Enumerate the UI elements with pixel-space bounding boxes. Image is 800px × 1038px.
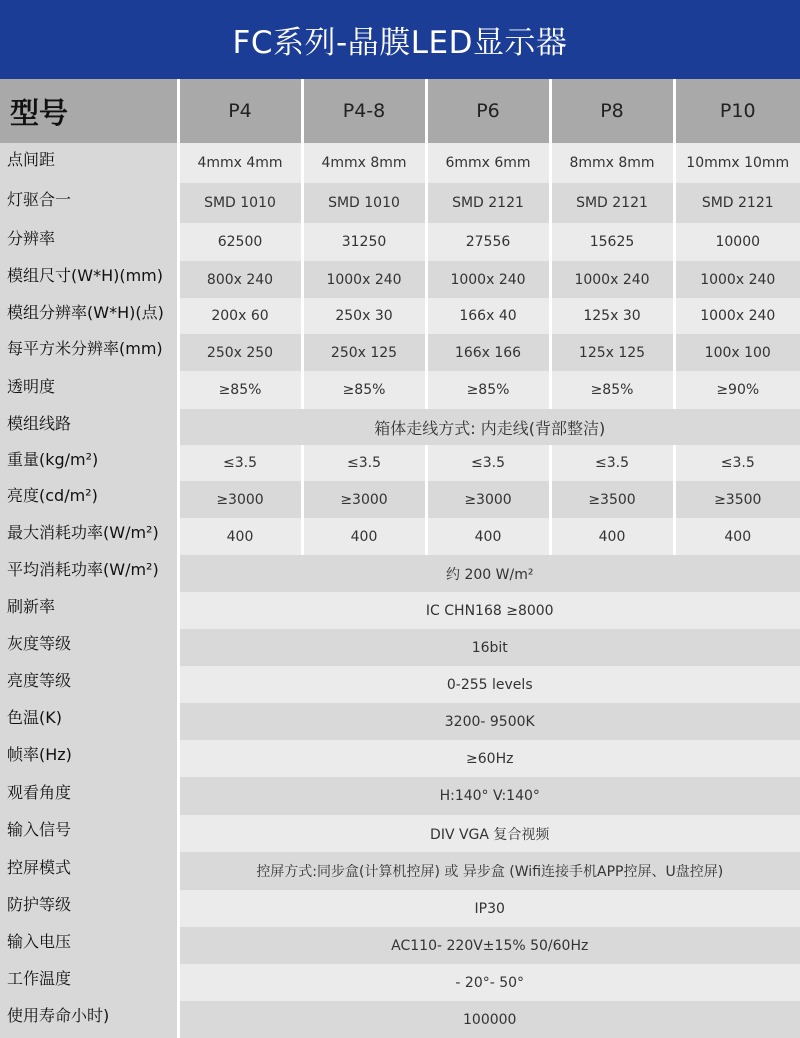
spec-cell: SMD 2121 bbox=[426, 183, 550, 223]
table-row bbox=[0, 223, 800, 261]
model-name: P4 bbox=[178, 79, 302, 143]
table-row bbox=[0, 445, 800, 481]
spec-cell: ≤3.5 bbox=[674, 445, 800, 481]
spec-cell: 15625 bbox=[550, 223, 674, 261]
table-row bbox=[0, 777, 800, 815]
table-row bbox=[0, 927, 800, 964]
spec-cell: ≥85% bbox=[550, 371, 674, 409]
spec-cell: 1000x 240 bbox=[550, 261, 674, 298]
row-label: 控屏模式 bbox=[0, 852, 178, 890]
spec-cell: SMD 1010 bbox=[178, 183, 302, 223]
spec-cell: 200x 60 bbox=[178, 298, 302, 334]
spec-cell-merged: AC110- 220V±15% 50/60Hz bbox=[178, 927, 800, 964]
table-row bbox=[0, 555, 800, 592]
row-label: 灯驱合一 bbox=[0, 183, 178, 223]
spec-cell: 27556 bbox=[426, 223, 550, 261]
table-row bbox=[0, 183, 800, 223]
spec-cell-merged: 约 200 W/m² bbox=[178, 555, 800, 592]
spec-cell: 250x 30 bbox=[302, 298, 426, 334]
spec-cell: ≥85% bbox=[302, 371, 426, 409]
model-name: P4-8 bbox=[302, 79, 426, 143]
row-label: 防护等级 bbox=[0, 890, 178, 927]
row-label: 模组尺寸(W*H)(mm) bbox=[0, 261, 178, 298]
model-name: P6 bbox=[426, 79, 550, 143]
spec-cell: 1000x 240 bbox=[426, 261, 550, 298]
spec-cell: 1000x 240 bbox=[674, 298, 800, 334]
row-label: 亮度等级 bbox=[0, 666, 178, 703]
spec-cell-merged: IC CHN168 ≥8000 bbox=[178, 592, 800, 629]
table-row bbox=[0, 666, 800, 703]
row-label: 模组线路 bbox=[0, 409, 178, 445]
row-label: 亮度(cd/m²) bbox=[0, 481, 178, 518]
spec-table bbox=[0, 79, 800, 1038]
table-row bbox=[0, 703, 800, 740]
spec-cell: 100x 100 bbox=[674, 334, 800, 371]
spec-cell: 166x 40 bbox=[426, 298, 550, 334]
row-label: 帧率(Hz) bbox=[0, 740, 178, 777]
spec-cell: 400 bbox=[426, 518, 550, 555]
spec-cell: 6mmx 6mm bbox=[426, 143, 550, 183]
table-row bbox=[0, 298, 800, 334]
spec-cell: 1000x 240 bbox=[674, 261, 800, 298]
spec-cell: 31250 bbox=[302, 223, 426, 261]
page-title: FC系列-晶膜LED显示器 bbox=[232, 25, 568, 61]
table-row bbox=[0, 518, 800, 555]
spec-cell: 4mmx 8mm bbox=[302, 143, 426, 183]
table-row bbox=[0, 815, 800, 852]
spec-cell-merged: 16bit bbox=[178, 629, 800, 666]
spec-cell: ≥3000 bbox=[302, 481, 426, 518]
spec-cell: 166x 166 bbox=[426, 334, 550, 371]
table-row bbox=[0, 852, 800, 890]
row-label: 模组分辨率(W*H)(点) bbox=[0, 298, 178, 334]
row-label: 平均消耗功率(W/m²) bbox=[0, 555, 178, 592]
spec-cell: SMD 2121 bbox=[550, 183, 674, 223]
spec-cell-merged: 100000 bbox=[178, 1001, 800, 1038]
spec-cell-merged: H:140° V:140° bbox=[178, 777, 800, 815]
table-row bbox=[0, 964, 800, 1001]
table-row bbox=[0, 1001, 800, 1038]
spec-cell: ≥3500 bbox=[550, 481, 674, 518]
spec-cell: SMD 1010 bbox=[302, 183, 426, 223]
spec-cell: 125x 125 bbox=[550, 334, 674, 371]
spec-cell: 400 bbox=[674, 518, 800, 555]
spec-cell: ≤3.5 bbox=[302, 445, 426, 481]
row-label: 刷新率 bbox=[0, 592, 178, 629]
model-name: P8 bbox=[550, 79, 674, 143]
table-row bbox=[0, 890, 800, 927]
row-label: 点间距 bbox=[0, 143, 178, 183]
spec-cell: 4mmx 4mm bbox=[178, 143, 302, 183]
table-row bbox=[0, 592, 800, 629]
table-row bbox=[0, 629, 800, 666]
table-row bbox=[0, 481, 800, 518]
model-header-label: 型号 bbox=[0, 79, 178, 143]
spec-cell-merged: 控屏方式:同步盒(计算机控屏) 或 异步盒 (Wifi连接手机APP控屏、U盘控屏) bbox=[178, 852, 800, 890]
row-label: 观看角度 bbox=[0, 777, 178, 815]
spec-cell-merged: IP30 bbox=[178, 890, 800, 927]
row-label: 色温(K) bbox=[0, 703, 178, 740]
row-label: 灰度等级 bbox=[0, 629, 178, 666]
row-label: 输入信号 bbox=[0, 815, 178, 852]
spec-cell: 1000x 240 bbox=[302, 261, 426, 298]
spec-cell: ≤3.5 bbox=[426, 445, 550, 481]
title-banner bbox=[0, 0, 800, 79]
spec-cell: 800x 240 bbox=[178, 261, 302, 298]
spec-cell-merged: 0-255 levels bbox=[178, 666, 800, 703]
spec-cell: 8mmx 8mm bbox=[550, 143, 674, 183]
spec-cell-merged: 箱体走线方式: 内走线(背部整洁) bbox=[178, 409, 800, 445]
spec-cell: SMD 2121 bbox=[674, 183, 800, 223]
spec-cell: ≤3.5 bbox=[178, 445, 302, 481]
spec-cell-merged: ≥60Hz bbox=[178, 740, 800, 777]
table-row bbox=[0, 334, 800, 371]
table-row bbox=[0, 143, 800, 183]
spec-cell: 10mmx 10mm bbox=[674, 143, 800, 183]
model-name: P10 bbox=[674, 79, 800, 143]
spec-cell: ≤3.5 bbox=[550, 445, 674, 481]
spec-cell: 400 bbox=[550, 518, 674, 555]
spec-cell: ≥85% bbox=[178, 371, 302, 409]
table-row bbox=[0, 261, 800, 298]
row-label: 输入电压 bbox=[0, 927, 178, 964]
spec-cell: ≥3000 bbox=[426, 481, 550, 518]
row-label: 工作温度 bbox=[0, 964, 178, 1001]
table-row bbox=[0, 371, 800, 409]
row-label: 使用寿命小时) bbox=[0, 1001, 178, 1038]
spec-cell-merged: - 20°- 50° bbox=[178, 964, 800, 1001]
spec-cell: ≥3000 bbox=[178, 481, 302, 518]
spec-cell: 62500 bbox=[178, 223, 302, 261]
spec-cell: 400 bbox=[178, 518, 302, 555]
row-label: 最大消耗功率(W/m²) bbox=[0, 518, 178, 555]
spec-cell: 250x 125 bbox=[302, 334, 426, 371]
spec-cell-merged: DIV VGA 复合视频 bbox=[178, 815, 800, 852]
row-label: 透明度 bbox=[0, 371, 178, 409]
row-label: 分辨率 bbox=[0, 223, 178, 261]
spec-cell: ≥90% bbox=[674, 371, 800, 409]
spec-cell: ≥85% bbox=[426, 371, 550, 409]
table-row bbox=[0, 740, 800, 777]
spec-cell: ≥3500 bbox=[674, 481, 800, 518]
row-label: 重量(kg/m²) bbox=[0, 445, 178, 481]
spec-cell: 400 bbox=[302, 518, 426, 555]
spec-cell: 125x 30 bbox=[550, 298, 674, 334]
row-label: 每平方米分辨率(mm) bbox=[0, 334, 178, 371]
header-row bbox=[0, 79, 800, 143]
spec-cell: 10000 bbox=[674, 223, 800, 261]
spec-cell: 250x 250 bbox=[178, 334, 302, 371]
spec-cell-merged: 3200- 9500K bbox=[178, 703, 800, 740]
table-row bbox=[0, 409, 800, 445]
